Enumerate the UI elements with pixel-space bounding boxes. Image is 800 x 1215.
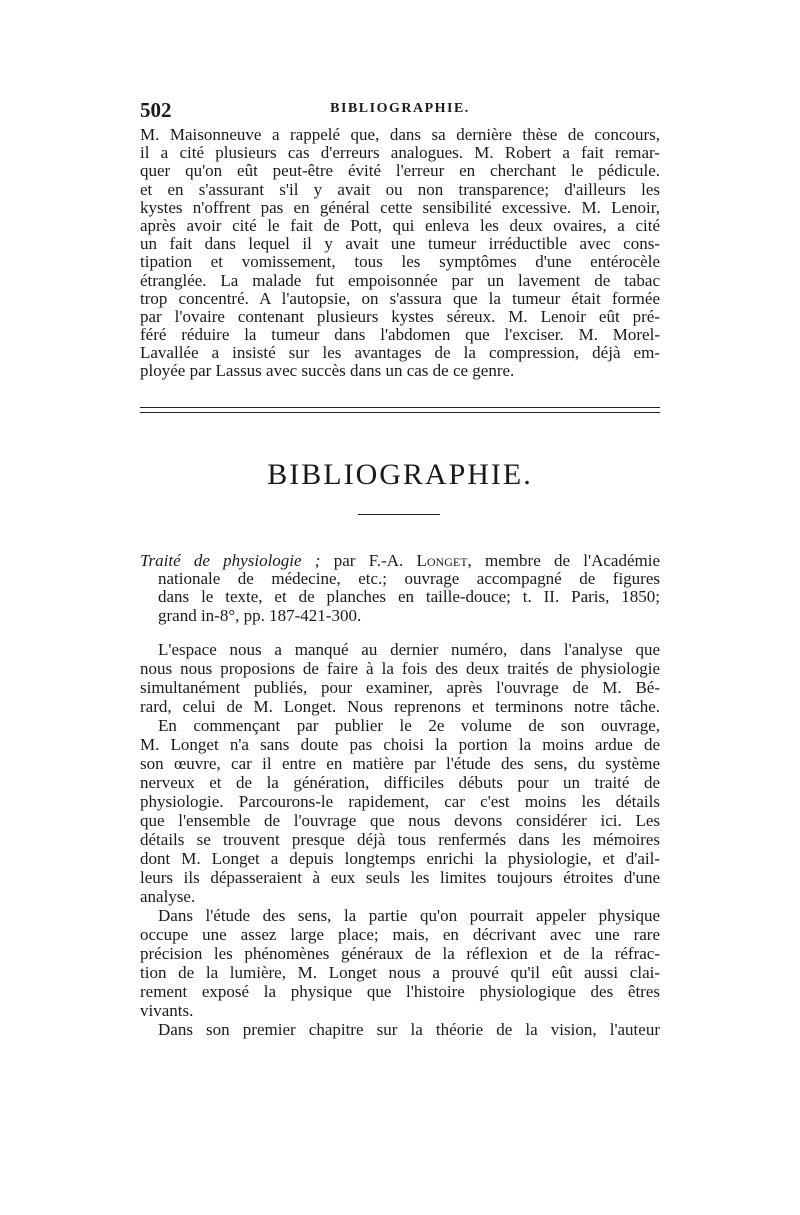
text-line: tipation et vomissement, tous les symptômes d'une entérocèle xyxy=(140,253,660,272)
section-divider xyxy=(140,407,660,417)
review-text xyxy=(140,640,660,1039)
text-line: simultanément publiés, pour examiner, après l'ouvrage de M. Bé- xyxy=(140,678,660,697)
entry-line: dans le texte, et de planches en taille-douce; t. II. Paris, 1850; xyxy=(158,588,660,607)
text-line: nerveux et de la génération, difficiles débuts pour un traité de xyxy=(140,773,660,792)
text-line: Dans l'étude des sens, la partie qu'on pourrait appeler physique xyxy=(158,906,660,925)
text-line: trop concentré. A l'autopsie, on s'assura que la tumeur était formée xyxy=(140,289,660,308)
text-line: étranglée. La malade fut empoisonnée par un lavement de tabac xyxy=(140,271,660,290)
text-line: et en s'assurant s'il y avait ou non transparence; d'ailleurs les xyxy=(140,180,660,199)
running-head xyxy=(140,98,660,122)
text-line: ployée par Lassus avec succès dans un cas de ce genre. xyxy=(140,362,515,381)
text-line: occupe une assez large place; mais, en décrivant avec une rare xyxy=(140,925,660,944)
text-line: quer qu'on eût peut-être évité l'erreur en cherchant le pédicule. xyxy=(140,162,660,181)
text-line: Dans son premier chapitre sur la théorie de la vision, l'auteur xyxy=(158,1020,660,1039)
bibliographic-entry xyxy=(140,552,660,625)
text-line: Lavallée a insisté sur les avantages de la compression, déjà em- xyxy=(140,344,660,363)
entry-first-line xyxy=(140,552,660,570)
text-line: L'espace nous a manqué au dernier numéro, dans l'analyse que xyxy=(158,640,660,659)
page-number: 502 xyxy=(140,98,172,122)
running-title: BIBLIOGRAPHIE. xyxy=(330,101,470,116)
text-line: rement exposé la physique que l'histoire physiologique des êtres xyxy=(140,982,660,1001)
text-line: que l'ensemble de l'ouvrage que nous devons considérer ici. Les xyxy=(140,811,660,830)
title-underline-rule xyxy=(358,514,440,515)
entry-line: grand in-8°, pp. 187-421-300. xyxy=(158,606,362,625)
text-line: détails se trouvent presque déjà tous renfermés dans les mémoires xyxy=(140,830,660,849)
text-line: tion de la lumière, M. Longet nous a prouvé qu'il eût aussi clai- xyxy=(140,963,660,982)
text-line: kystes n'offrent pas en général cette sensibilité excessive. M. Lenoir, xyxy=(140,198,660,217)
author-affiliation: , membre de l'Académie xyxy=(467,552,660,570)
entry-line: nationale de médecine, etc.; ouvrage accompagné de figures xyxy=(158,570,660,589)
text-line: un fait dans lequel il y avait une tumeur irréductible avec cons- xyxy=(140,235,660,254)
text-line: par l'ovaire contenant plusieurs kystes séreux. M. Lenoir eût pré- xyxy=(140,307,660,326)
text-line: rard, celui de M. Longet. Nous reprenons et terminons notre tâche. xyxy=(140,697,660,716)
text-line: après avoir cité le fait de Pott, qui enleva les deux ovaires, a cité xyxy=(140,216,660,235)
by-text: par F.-A. xyxy=(320,552,417,570)
text-line: féré réduire la tumeur dans l'abdomen que l'exciser. M. Morel- xyxy=(140,326,660,345)
text-line: son œuvre, car il entre en matière par l'étude des sens, du système xyxy=(140,754,660,773)
top-paragraph xyxy=(140,126,660,381)
text-line: analyse. xyxy=(140,887,196,906)
text-line: vivants. xyxy=(140,1001,194,1020)
book-title: Traité de physiologie ; xyxy=(140,552,321,570)
text-line: il a cité plusieurs cas d'erreurs analogues. M. Robert a fait remar- xyxy=(140,144,660,163)
book-page xyxy=(140,0,660,1215)
author-name: Longet xyxy=(416,552,468,570)
text-line: En commençant par publier le 2e volume de son ouvrage, xyxy=(158,716,660,735)
section-title: BIBLIOGRAPHIE. xyxy=(267,458,533,491)
text-line: M. Longet n'a sans doute pas choisi la portion la moins ardue de xyxy=(140,735,660,754)
text-line: physiologie. Parcourons-le rapidement, car c'est moins les détails xyxy=(140,792,660,811)
divider-rule xyxy=(140,412,660,413)
text-line: nous nous proposions de faire à la fois des deux traités de physiologie xyxy=(140,659,660,678)
text-line: précision les phénomènes généraux de la réflexion et de la réfrac- xyxy=(140,944,660,963)
text-line: M. Maisonneuve a rappelé que, dans sa dernière thèse de concours, xyxy=(140,126,660,144)
text-line: leurs ils dépasseraient à eux seuls les limites toujours étroites d'une xyxy=(140,868,660,887)
text-line: dont M. Longet a depuis longtemps enrichi la physiologie, et d'ail- xyxy=(140,849,660,868)
divider-rule xyxy=(140,407,660,408)
